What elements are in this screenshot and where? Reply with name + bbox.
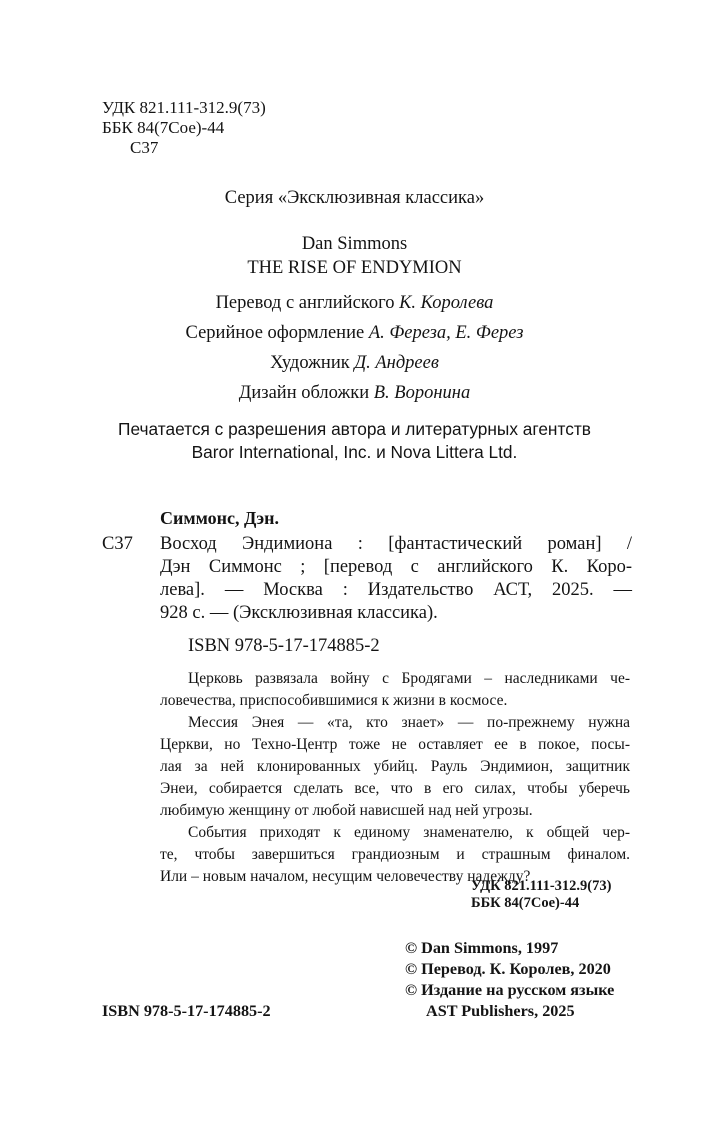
- credit-role: Перевод с английского: [215, 293, 400, 313]
- annotation-udk: УДК 821.111-312.9(73): [471, 878, 612, 894]
- copyright-translation: © Перевод. К. Королев, 2020: [405, 960, 611, 978]
- original-title: THE RISE OF ENDYMION: [247, 258, 462, 278]
- copyright-author: © Dan Simmons, 1997: [405, 939, 559, 957]
- credit-series-design: [0, 323, 709, 344]
- isbn-bottom: ISBN 978-5-17-174885-2: [102, 1002, 271, 1020]
- biblio-line: Восход Эндимиона : [фантастический роман] /: [160, 534, 632, 554]
- biblio-heading: Симмонс, Дэн.: [160, 508, 280, 528]
- annotation-line: Мессия Энея — «та, кто знает» — по-прежнему нужна: [188, 714, 630, 731]
- annotation-bbk: ББК 84(7Сое)-44: [471, 895, 580, 911]
- annotation-line: Или – новым началом, несущим человечеству надежду?: [160, 868, 531, 885]
- annotation-line: Церковь развязала войну с Бродягами – наследниками че-: [188, 670, 630, 687]
- credit-cover-design: [0, 383, 709, 404]
- series-name: Серия «Эксклюзивная классика»: [224, 188, 485, 208]
- credit-name: В. Воронина: [373, 383, 471, 403]
- annotation-line: те, чтобы завершиться грандиозным и страшным финалом.: [160, 846, 630, 863]
- credit-name: К. Королева: [399, 293, 494, 313]
- credit-name: А. Фереза, Е. Ферез: [368, 323, 524, 343]
- author-mark: С37: [130, 138, 159, 157]
- annotation-line: События приходят к единому знаменателю, к общей чер-: [188, 824, 630, 841]
- credit-name: Д. Андреев: [354, 353, 439, 373]
- udk-code: УДК 821.111-312.9(73): [102, 98, 266, 117]
- biblio-mark: С37: [102, 534, 133, 554]
- annotation-line: лая за ней клонированных убийц. Рауль Эндимион, защитник: [160, 758, 630, 775]
- biblio-isbn: ISBN 978-5-17-174885-2: [188, 636, 380, 656]
- copyright-publisher: AST Publishers, 2025: [426, 1002, 575, 1020]
- biblio-line: Дэн Симмонс ; [перевод с английского К. Коро-: [160, 557, 632, 577]
- bbk-code: ББК 84(7Сое)-44: [102, 118, 225, 137]
- credit-role: Художник: [270, 353, 355, 373]
- credit-role: Дизайн обложки: [238, 383, 374, 403]
- annotation-line: ловечества, приспособившимися к жизни в космосе.: [160, 692, 508, 709]
- biblio-line: лева]. — Москва : Издательство АСТ, 2025. —: [160, 580, 632, 600]
- credit-translator: [0, 293, 709, 314]
- biblio-line: 928 с. — (Эксклюзивная классика).: [160, 603, 438, 623]
- copyright-edition: © Издание на русском языке: [405, 981, 615, 999]
- credit-artist: [0, 353, 709, 374]
- permission-line: Печатается с разрешения автора и литературных агентств: [118, 419, 591, 439]
- original-author: Dan Simmons: [301, 234, 408, 254]
- annotation-line: Церкви, но Техно-Центр тоже не оставляет ее в покое, посы-: [160, 736, 630, 753]
- annotation-line: любимую женщину от любой нависшей над ней угрозы.: [160, 802, 533, 819]
- credit-role: Серийное оформление: [185, 323, 369, 343]
- permission-agencies: Baror International, Inc. и Nova Littera Ltd.: [191, 442, 518, 462]
- annotation-line: Энеи, собирается сделать все, что в его силах, чтобы уберечь: [160, 780, 630, 797]
